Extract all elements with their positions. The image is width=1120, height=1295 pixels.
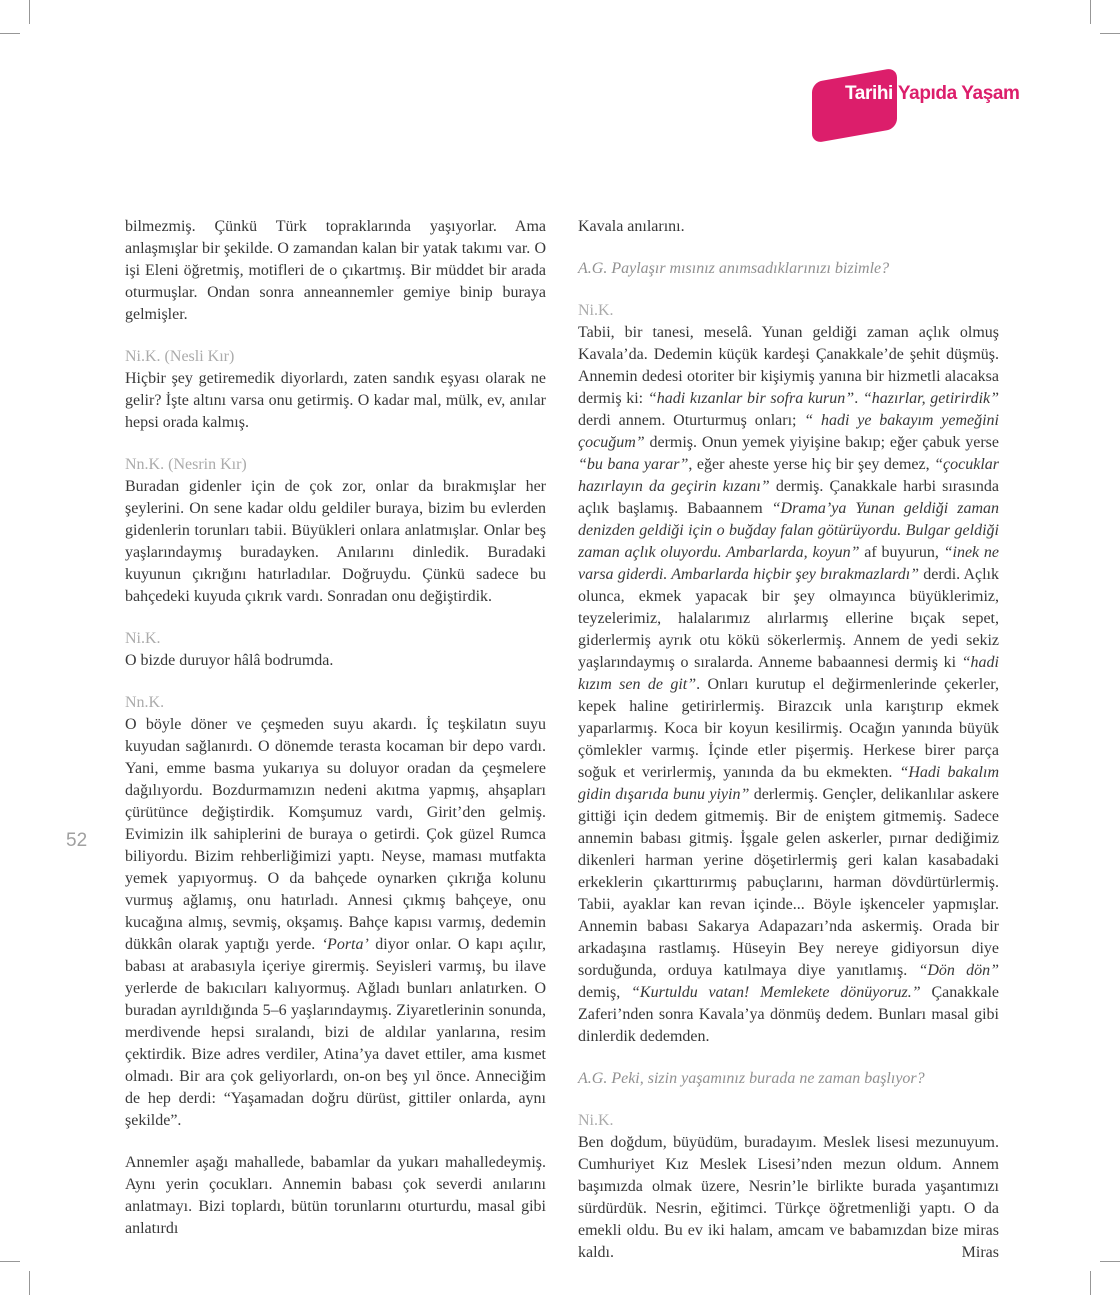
speaker-label [125, 692, 546, 714]
body-paragraph [125, 714, 546, 1132]
text-segment: diyor onlar. O kapı açılır, babası at arabasıyla içeriye girermiş. Seyisleri varmış, bu ilave yerlerde de bakıcıları kalıyormuş. Ağladı bunları anlatırken. O buradan ayrıldığında 5–6 yaşlarındaymış. Ziyaretlerinin sonunda, merdivende hepsi sıralandı, bizi de aldılar yanlarına, resim çektirdik. Bize adres verdiler, Atina’ya davet ettiler, ama kısmet olmadı. Bir ara çok geliyorlardı, on-on beş yıl önce. Anneciğim de hep derdi: “Yaşamadan doğru dürüst, gittiler onlarda, aynı şekilde”. [125, 936, 547, 1129]
speaker-label [578, 300, 999, 322]
body-paragraph [578, 1132, 999, 1264]
crop-mark [1100, 1261, 1120, 1262]
text-segment: ‘Porta’ [321, 936, 369, 953]
text-segment: af buyurun, [859, 544, 944, 561]
page-number: 52 [66, 830, 88, 851]
body-paragraph [578, 216, 999, 238]
crop-mark [0, 33, 20, 34]
text-segment: O böyle döner ve çeşmeden suyu akardı. İç teşkilatın suyu kuyudan sağlanırdı. O dönemde terasta kocaman bir depo vardı. Yani, emme basma yukarıya su doluyor oradan da çeşmelere dağılıyordu. Bozdurmamızın nedeni akıtma yapmış, ahşapları çürütünce değiştirdik. Komşumuz vardı, Girit’den gelmiş. Evimizin ilk sahiplerini de buraya o getirdi. Çok güzel Rumca biliyordu. Bizim rehberliğimizi yaptı. Neyse, maması mutfakta yemek yapıyormuş. O da bahçede oynarken çıkrığa kolunu vurmuş ağlamış, onu hatırladı. Annesi çıkmış bahçeye, onu kucağına almış, sevmiş, okşamış. Bahçe kapısı varmış, dedemin dükkân olarak yaptığı yerde. [125, 716, 546, 953]
text-segment: bilmezmiş. Çünkü Türk topraklarında yaşıyorlar. Ama anlaşmışlar bir şekilde. O zamandan kalan bir yatak takımı var. O işi Eleni öğretmiş, motifleri de o çıkartmış. Bir müddet bir arada oturmuşlar. Ondan sonra anneannemler gemiye binip buraya gelmişler. [125, 218, 546, 323]
text-segment: Annemler aşağı mahallede, babamlar da yukarı mahalledeymiş. Aynı yerin çocukları. Annemin babası çok severdi anılarını anlatmayı. Bizi toplardı, bütün torunlarını oturturdu, masal gibi anlatırdı [125, 1154, 546, 1237]
crop-mark [1090, 0, 1091, 24]
text-segment: “bu bana yarar” [578, 456, 689, 473]
text-segment: “hazırlar, getirirdik” [862, 390, 1000, 407]
text-segment: “Hadi bakalım gidin dışarıda bunu yiyin” [578, 764, 999, 803]
section-title-rest: Yapıda Yaşam [897, 83, 1020, 104]
body-paragraph [125, 216, 546, 326]
body-paragraph [125, 476, 546, 608]
interviewer-question [578, 258, 999, 280]
text-segment: “çocuklar hazırlayın da geçirin kızanı” [578, 456, 999, 495]
speaker-label [578, 1110, 999, 1132]
text-segment: demiş, [578, 984, 632, 1001]
text-segment: Kavala anılarını. [578, 218, 685, 235]
text-segment: Ben doğdum, büyüdüm, buradayım. Meslek lisesi mezunuyum. Cumhuriyet Kız Meslek Lisesi’nden mezun oldum. Annem başımızda olmak üzere, Nesrin’le birlikte burada yaşantımızı sürdürdük. Nesrin, eğitimci. Türkçe öğretmenliği yaptı. O da emekli oldu. Bu ev iki halam, amcam ve babamızdan bize miras kaldı. Miras [578, 1134, 999, 1261]
text-segment: “ hadi ye bakayım yemeğini çocuğum” [578, 412, 999, 451]
speaker-label [125, 628, 546, 650]
text-segment: . [854, 390, 863, 407]
text-segment: “hadi kızanlar bir sofra kurun” [647, 390, 855, 407]
text-segment: “Dön dön” [918, 962, 999, 979]
body-paragraph [125, 368, 546, 434]
section-title-highlight: Tarihi [845, 83, 893, 104]
text-column-right [578, 216, 999, 1264]
crop-mark [29, 1271, 30, 1295]
text-segment: Nn.K. (Nesrin Kır) [125, 456, 247, 473]
text-segment: A.G. Paylaşır mısınız anımsadıklarınızı bizimle? [578, 260, 890, 277]
speaker-label [125, 454, 546, 476]
text-segment: O bizde duruyor hâlâ bodrumda. [125, 652, 334, 669]
body-paragraph [578, 322, 999, 1048]
text-segment: Ni.K. [578, 302, 614, 319]
text-segment: Tabii, bir tanesi, meselâ. Yunan geldiği zaman açlık olmuş Kavala’da. Dedemin küçük kardeşi Çanakkale’de şehit düşmüş. Annemin dedesi otoriter bir kişiymiş yanına bir hizmetli alacaksa dermiş ki: [578, 324, 999, 407]
text-segment: Ni.K. [125, 630, 161, 647]
text-segment: dermiş. Çanakkale harbi sırasında açlık başlamış. Babaannem [578, 478, 1000, 517]
interviewer-question [578, 1068, 999, 1090]
crop-mark [29, 0, 30, 24]
text-segment: dermiş. Onun yemek yiyişine bakıp; eğer çabuk yerse [644, 434, 999, 451]
crop-mark [0, 1261, 20, 1262]
text-segment: derlermiş. Gençler, delikanlılar askere gittiği için dedem gitmemiş. Bir de eniştem gitmemiş. Sadece annemin babası gitmiş. İşgale gelen askerler, pırnar dediğimiz dikenleri harman yerine döşetirlermiş geri kalan kasabadaki erkeklerin çıkarttırırmış pabuçlarını, harman dövdürtürlermiş. Tabii, ayaklar kan revan içinde... Böyle işkenceler yapmışlar. Annemin babası Sakarya Adapazarı’nda askermiş. Orada bir arkadaşına rastlamış. Hüseyin Bey nereye gidiyorsun diye sorduğunda, orduya katılmaya diye yanıtlamış. [578, 786, 999, 979]
section-badge [812, 70, 1112, 150]
text-segment: “Drama’ya Yunan geldiği zaman denizden geldiği için o buğday falan götürüyordu. Bulgar geldiği zaman açlık oluyordu. Ambarlarda, koyun” [578, 500, 1000, 561]
text-segment: Çanakkale Zaferi’nden sonra Kavala’ya dönmüş dedem. Bunları masal gibi dinlerdik dedemden. [578, 984, 1000, 1045]
text-segment: derdi annem. Oturturmuş onları; [578, 412, 805, 429]
badge-shape [812, 68, 897, 144]
speaker-label [125, 346, 546, 368]
crop-mark [1100, 33, 1120, 34]
text-segment: , eğer aheste yerse hiç bir şey demez, [688, 456, 935, 473]
text-segment: Ni.K. (Nesli Kır) [125, 348, 235, 365]
body-paragraph [125, 1152, 546, 1240]
text-segment: Ni.K. [578, 1112, 614, 1129]
text-segment: A.G. Peki, sizin yaşamınız burada ne zaman başlıyor? [578, 1070, 925, 1087]
section-title [845, 83, 1020, 105]
text-segment: Buradan gidenler için de çok zor, onlar da bırakmışlar her şeylerini. On sene kadar oldu geldiler buraya, bizim bu evlerden gidenlerin torunları tabii. Büyükleri onlara anlatmışlar. Onlar beş yaşlarındaymış buradayken. Anılarını dinledik. Buradaki kuyunun çıkrığını hatırladılar. Doğruydu. Çünkü sadece bu bahçedeki kuyuda çıkrık vardı. Sonradan onu değiştirdik. [125, 478, 546, 605]
body-paragraph [125, 650, 546, 672]
crop-mark [1090, 1271, 1091, 1295]
text-segment: “inek ne varsa giderdi. Ambarlarda hiçbir şey bırakmazlardı” [578, 544, 1000, 583]
text-segment: Hiçbir şey getiremedik diyorlardı, zaten sandık eşyası olarak ne gelir? İşte altını varsa onu getirmiş. O kadar mal, mülk, ev, anılar hepsi orada kalmış. [125, 370, 546, 431]
text-column-left [125, 216, 546, 1240]
text-segment: “hadi kızım sen de git” [578, 654, 999, 693]
text-segment: Nn.K. [125, 694, 165, 711]
text-segment: . Onları kurutup el değirmenlerinde çekerler, kepek haline getirirlermiş. Birazcık unla karıştırıp ekmek yaparlarmış. Koca bir koyun kesilirmiş. Ocağın yanında büyük çömlekler varmış. İçinde etler pişermiş. Herkese birer parça soğuk et verirlermiş, yanında da bu ekmekten. [578, 676, 999, 781]
text-segment: derdi. Açlık olunca, ekmek yapacak bir şey olmayınca büyüklerimiz, teyzelerimiz, halalarımız alırlarmış ellerine bıçak sepet, giderlermiş ayrık otu kökü sökerlermiş. Annem de yedi sekiz yaşlarındaymış o sıralarda. Anneme babaannesi dermiş ki [578, 566, 999, 671]
text-segment: “Kurtuldu vatan! Memlekete dönüyoruz.” [631, 984, 921, 1001]
